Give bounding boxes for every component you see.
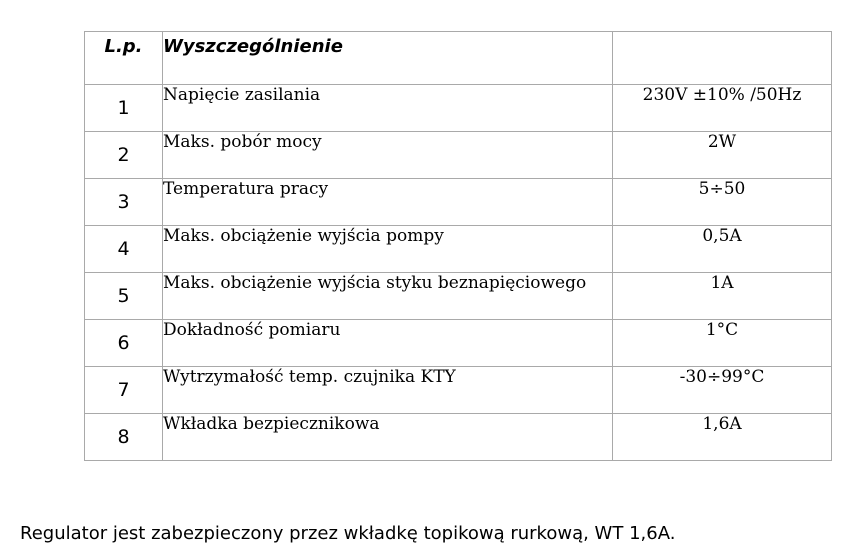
row-number: 3 [85,179,163,226]
table-row [85,273,832,320]
table-row [85,132,832,179]
row-description: Maks. obciążenie wyjścia pompy [163,226,613,273]
row-number: 8 [85,414,163,461]
header-lp: L.p. [85,32,163,85]
table-row [85,179,832,226]
row-value: 1°C [613,320,832,367]
table-row [85,85,832,132]
row-number: 1 [85,85,163,132]
row-number: 5 [85,273,163,320]
row-description: Temperatura pracy [163,179,613,226]
table-row [85,367,832,414]
table-header-row [85,32,832,85]
row-value: 1,6A [613,414,832,461]
spec-table [84,31,832,461]
row-number: 6 [85,320,163,367]
row-value: 230V ±10% /50Hz [613,85,832,132]
row-description: Napięcie zasilania [163,85,613,132]
row-number: 7 [85,367,163,414]
row-value: 2W [613,132,832,179]
row-value: 0,5A [613,226,832,273]
row-description: Wytrzymałość temp. czujnika KTY [163,367,613,414]
header-description: Wyszczególnienie [163,32,613,85]
table-row [85,414,832,461]
table-row [85,320,832,367]
row-description: Maks. pobór mocy [163,132,613,179]
header-value [613,32,832,85]
row-description: Wkładka bezpiecznikowa [163,414,613,461]
row-description: Dokładność pomiaru [163,320,613,367]
row-value: -30÷99°C [613,367,832,414]
row-number: 2 [85,132,163,179]
row-value: 5÷50 [613,179,832,226]
row-number: 4 [85,226,163,273]
row-description: Maks. obciążenie wyjścia styku beznapięciowego [163,273,613,320]
row-value: 1A [613,273,832,320]
table-row [85,226,832,273]
fuse-note: Regulator jest zabezpieczony przez wkładkę topikową rurkową, WT 1,6A. [20,523,676,544]
